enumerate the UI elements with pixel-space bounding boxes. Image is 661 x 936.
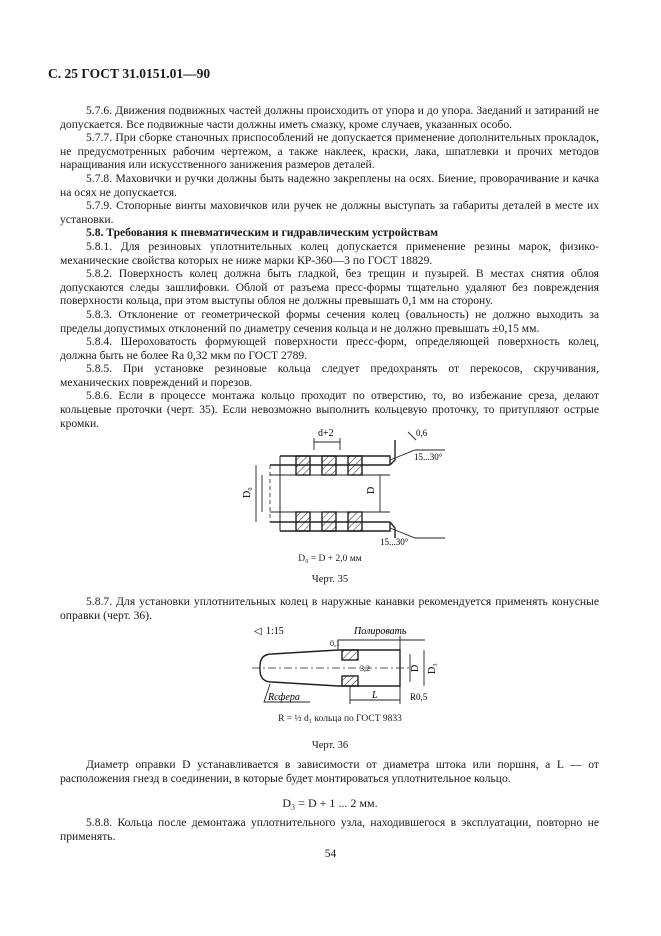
fig36-caption: Черт. 36 xyxy=(311,740,349,751)
text-block-1 xyxy=(60,104,599,430)
drawing-35 xyxy=(230,420,450,550)
drawing-36 xyxy=(250,624,450,714)
fig36-label-r01: 0,1 xyxy=(330,639,340,648)
paragraph: 5.8.8. Кольца после демонтажа уплотнительного узла, находившегося в эксплуатации, повторно не применять. xyxy=(60,816,599,843)
paragraph: 5.7.8. Маховички и ручки должны быть надежно закреплены на осях. Биение, проворачивание и качка на осях не допускается. xyxy=(60,171,599,199)
paragraph: 5.8.7. Для установки уплотнительных колец в наружные канавки рекомендуется применять конусные оправки (черт. 36). xyxy=(60,595,599,622)
fig36-label-taper: 1:15 xyxy=(266,626,284,637)
fig35-label-d2: d+2 xyxy=(318,428,334,439)
section-heading: 5.8. Требования к пневматическим и гидравлическим устройствам xyxy=(86,226,439,240)
paragraph: 5.8.5. При установке резиновые кольца следует предохранять от перекосов, скручивания, механических повреждений и порезов. xyxy=(60,362,599,389)
fig36-label-rsphere: Rсфера xyxy=(268,692,300,703)
page-number: 54 xyxy=(324,848,337,860)
fig35-label-angle2: 15...30° xyxy=(380,537,409,547)
fig36-taper-icon: ◁ xyxy=(254,626,262,637)
fig36-label-l: L xyxy=(372,690,378,701)
fig36-formula: R = ½ d₁ кольца по ГОСТ 9833 xyxy=(278,714,402,724)
paragraph: 5.8.3. Отклонение от геометрической формы сечения колец (овальность) не должно выходить за пределы допустимых отклонений по диаметру сечения кольца и не должно превышать ±0,15 мм. xyxy=(60,307,599,335)
text-block-3 xyxy=(60,758,599,785)
fig35-label-angle1: 15...30° xyxy=(414,452,443,462)
paragraph: 5.7.6. Движения подвижных частей должны происходить от упора и до упора. Заеданий и затираний не допускается. Все подвижные части должны иметь смазку, кроме случаев, указанных особо. xyxy=(60,104,599,131)
fig35-formula: D₀ = D + 2,0 мм xyxy=(298,554,362,564)
fig36-label-polish: Полировать xyxy=(354,626,407,637)
paragraph: 5.8.6. Если в процессе монтажа кольцо проходит по отверстию, то, во избежание среза, делают кольцевые проточки (черт. 35). Если невозможно выполнить кольцевую проточку, то притупляют острые кромки. xyxy=(60,389,599,430)
fig36-label-d: D xyxy=(410,664,421,672)
fig35-label-d0: D₀ xyxy=(242,487,253,498)
paragraph: 5.7.9. Стопорные винты маховичков или ручек не должны выступать за габариты деталей в месте их установки. xyxy=(60,199,599,226)
fig36-label-roughness: 3,2 xyxy=(360,664,370,673)
paragraph: 5.8.2. Поверхность колец должна быть гладкой, без трещин и пузырей. В местах снятия облоя допускаются следы зашлифовки. Облой от разъема пресс-формы тщательно удаляют без повреждения поверхности кольца, при этом выступы облоя не должны превышать 0,1 мм на сторону. xyxy=(60,267,599,308)
page-header: С. 25 ГОСТ 31.0151.01—90 xyxy=(48,66,211,81)
fig35-label-dd: D xyxy=(366,486,377,494)
fig36-label-d3: D₃ xyxy=(427,663,438,674)
fig35-label-r: 0,6 xyxy=(416,428,428,438)
text-block-2 xyxy=(60,595,599,622)
fig36-label-r05: R0,5 xyxy=(410,692,428,702)
paragraph: 5.8.4. Шероховатость формующей поверхности пресс-форм, определяющей поверхность колец, должна быть не более Ra 0,32 мкм по ГОСТ 2789. xyxy=(60,335,599,362)
paragraph: 5.7.7. При сборке станочных приспособлений не допускается применение дополнительных прокладок, не предусмотренных рабочим чертежом, а также наклеек, краски, лака, шпатлевки и прочих методов наращивания или искусственного занижения размеров деталей. xyxy=(60,131,599,172)
paragraph: Диаметр оправки D устанавливается в зависимости от диаметра штока или поршня, а L — от расположения гнезд в соединении, в которые будет монтироваться уплотнительное кольцо. xyxy=(60,758,599,785)
paragraph: 5.8.1. Для резиновых уплотнительных колец допускается применение резины марок, физико-механические свойства которых не ниже марки КР-360—3 по ГОСТ 18829. xyxy=(60,239,599,267)
fig35-caption: Черт. 35 xyxy=(311,574,349,585)
text-block-4 xyxy=(60,816,599,843)
formula-d3: D₃ = D + 1 ... 2 мм. xyxy=(282,796,378,810)
